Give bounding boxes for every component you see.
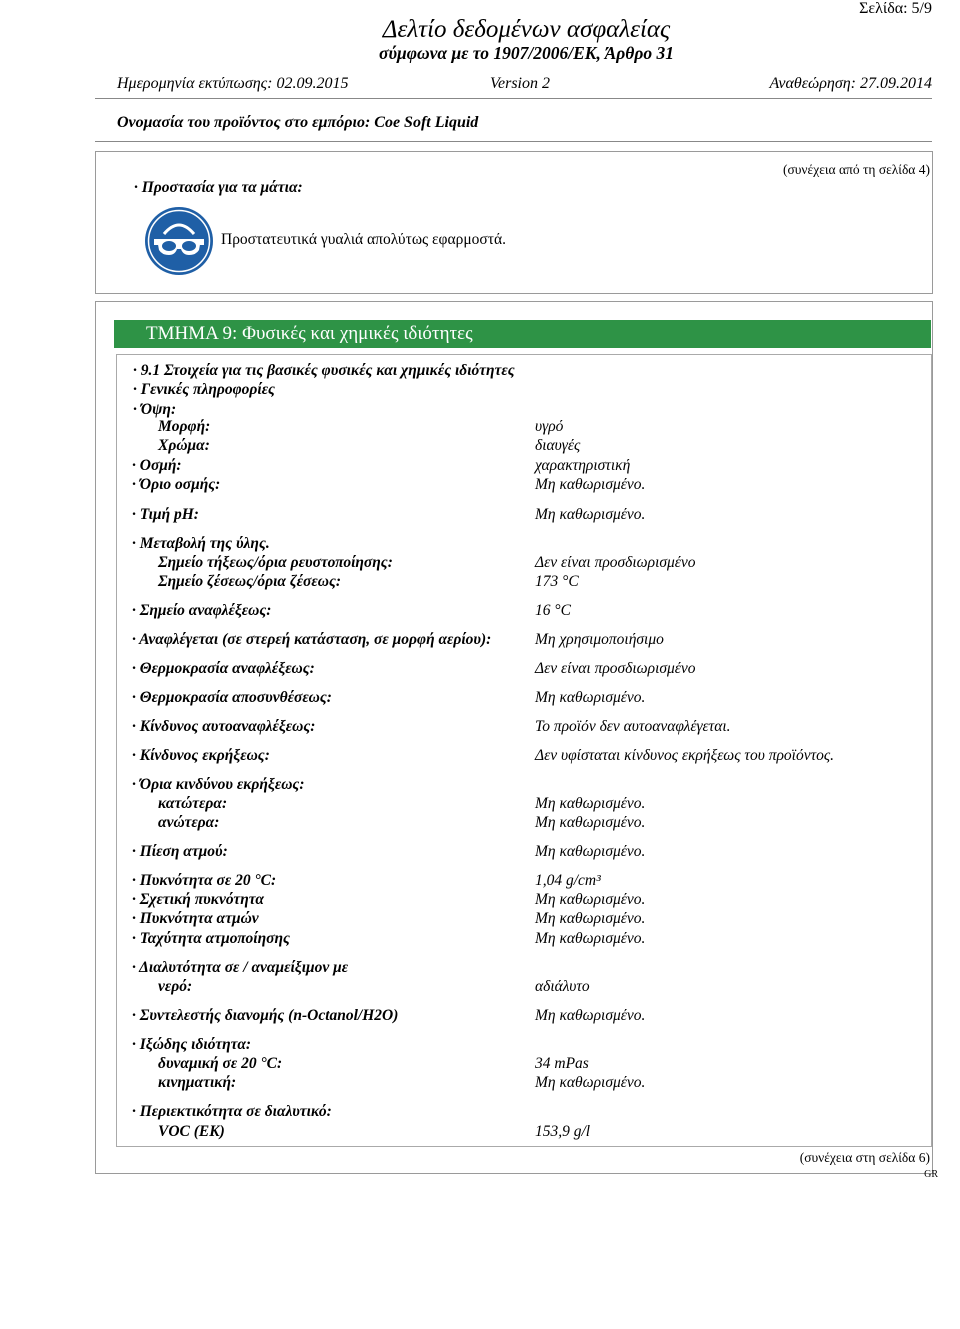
property-label: · Μεταβολή της ύλης. <box>132 535 270 552</box>
property-row <box>116 688 932 707</box>
property-label: · Όρια κινδύνου εκρήξεως: <box>132 776 305 793</box>
property-label: · Θερμοκρασία αποσυνθέσεως: <box>132 689 332 706</box>
property-row <box>116 909 932 928</box>
revision-date: Αναθεώρηση: 27.09.2014 <box>769 75 932 92</box>
property-label: ανώτερα: <box>158 814 220 831</box>
property-value: Μη καθωρισμένο. <box>535 930 646 947</box>
property-label: Σημείο ζέσεως/όρια ζέσεως: <box>158 573 342 590</box>
property-row <box>116 1054 932 1073</box>
property-row <box>116 659 932 678</box>
property-row <box>116 1073 932 1092</box>
version: Version 2 <box>490 75 550 92</box>
property-label: δυναμική σε 20 °C: <box>158 1055 283 1072</box>
property-label: κινηματική: <box>158 1074 237 1091</box>
property-row <box>116 717 932 736</box>
property-value: Δεν υφίσταται κίνδυνος εκρήξεως του προϊόντος. <box>535 747 835 764</box>
property-value: Δεν είναι προσδιωρισμένο <box>535 554 696 571</box>
property-row <box>116 572 932 591</box>
property-label: · Συντελεστής διανομής (n-Octanol/H2O) <box>132 1007 399 1024</box>
property-label: νερό: <box>158 978 193 995</box>
property-label: · Πίεση ατμού: <box>132 843 228 860</box>
property-row <box>116 505 932 524</box>
section9-heading: · 9.1 Στοιχεία για τις βασικές φυσικές και χημικές ιδιότητες <box>133 362 515 379</box>
property-value: Μη καθωρισμένο. <box>535 1007 646 1024</box>
property-value: Δεν είναι προσδιωρισμένο <box>535 660 696 677</box>
property-value: Το προϊόν δεν αυτοαναφλέγεται. <box>535 718 731 735</box>
property-row <box>116 871 932 890</box>
property-row <box>116 746 932 765</box>
property-value: 34 mPas <box>535 1055 589 1072</box>
property-label: · Ιξώδης ιδιότητα: <box>132 1036 252 1053</box>
property-row <box>116 417 932 436</box>
property-label: · Πυκνότητα ατμών <box>132 910 259 927</box>
property-value: Μη καθωρισμένο. <box>535 910 646 927</box>
property-label: · Διαλυτότητα σε / αναμείξιμον με <box>132 959 349 976</box>
property-row <box>116 775 932 794</box>
property-label: Χρώμα: <box>158 437 210 454</box>
property-row <box>116 1006 932 1025</box>
property-label: · Ταχύτητα ατμοποίησης <box>132 930 290 947</box>
product-name: Ονομασία του προϊόντος στο εμπόριο: Coe Soft Liquid <box>117 114 479 131</box>
property-row <box>116 553 932 572</box>
property-row <box>116 534 932 553</box>
property-value: 1,04 g/cm³ <box>535 872 601 889</box>
document-subtitle: σύμφωνα με το 1907/2006/ΕΚ, Άρθρο 31 <box>379 43 674 63</box>
general-info: · Γενικές πληροφορίες <box>133 381 275 398</box>
property-label: · Σχετική πυκνότητα <box>132 891 264 908</box>
property-value: Μη καθωρισμένο. <box>535 891 646 908</box>
property-row <box>116 977 932 996</box>
property-value: Μη καθωρισμένο. <box>535 814 646 831</box>
property-row <box>116 436 932 455</box>
property-label: · Τιμή pH: <box>132 506 199 523</box>
property-label: Σημείο τήξεως/όρια ρευστοποίησης: <box>158 554 393 571</box>
property-row <box>116 842 932 861</box>
property-value: αδιάλυτο <box>535 978 590 995</box>
eye-protection-label: · Προστασία για τα μάτια: <box>134 179 303 196</box>
property-list <box>116 0 932 1329</box>
property-row <box>116 630 932 649</box>
property-value: Μη καθωρισμένο. <box>535 476 646 493</box>
property-label: VOC (EK) <box>158 1123 225 1140</box>
property-row <box>116 1102 932 1121</box>
property-value: διαυγές <box>535 437 581 454</box>
property-value: Μη καθωρισμένο. <box>535 795 646 812</box>
property-value: Μη καθωρισμένο. <box>535 1074 646 1091</box>
property-row <box>116 890 932 909</box>
continued-to: (συνέχεια στη σελίδα 6) <box>799 1150 930 1165</box>
document-title: Δελτίο δεδομένων ασφαλείας <box>382 16 671 43</box>
property-label: Μορφή: <box>158 418 211 435</box>
property-row <box>116 813 932 832</box>
language-code: GR <box>924 1169 938 1180</box>
property-label: · Οσμή: <box>132 457 182 474</box>
property-value: υγρό <box>535 418 564 435</box>
property-label: · Όριο οσμής: <box>132 476 221 493</box>
property-value: 173 °C <box>535 573 579 590</box>
property-label: · Θερμοκρασία αναφλέξεως: <box>132 660 315 677</box>
property-label: · Πυκνότητα σε 20 °C: <box>132 872 277 889</box>
property-label: · Περιεκτικότητα σε διαλυτικό: <box>132 1103 332 1120</box>
property-value: Μη καθωρισμένο. <box>535 843 646 860</box>
property-row <box>116 456 932 475</box>
appearance-label: · Όψη: <box>133 401 177 418</box>
property-value: Μη καθωρισμένο. <box>535 506 646 523</box>
section9-title: ΤΜΗΜΑ 9: Φυσικές και χημικές ιδιότητες <box>146 323 473 344</box>
property-row <box>116 601 932 620</box>
property-row <box>116 1035 932 1054</box>
property-value: 16 °C <box>535 602 571 619</box>
property-label: · Κίνδυνος εκρήξεως: <box>132 747 270 764</box>
property-row <box>116 475 932 494</box>
property-value: 153,9 g/l <box>535 1123 591 1140</box>
property-label: · Σημείο αναφλέξεως: <box>132 602 272 619</box>
property-row <box>116 929 932 948</box>
property-label: · Κίνδυνος αυτοαναφλέξεως: <box>132 718 316 735</box>
eye-protection-text: Προστατευτικά γυαλιά απολύτως εφαρμοστά. <box>221 231 507 248</box>
property-value: χαρακτηριστική <box>535 457 631 474</box>
continued-from: (συνέχεια από τη σελίδα 4) <box>782 162 930 177</box>
property-row <box>116 794 932 813</box>
property-value: Μη χρησιμοποιήσιμο <box>535 631 664 648</box>
property-row <box>116 958 932 977</box>
property-value: Μη καθωρισμένο. <box>535 689 646 706</box>
page-number: Σελίδα: 5/9 <box>859 0 932 17</box>
property-row <box>116 1122 932 1141</box>
property-label: κατώτερα: <box>158 795 228 812</box>
property-label: · Αναφλέγεται (σε στερεή κατάσταση, σε μορφή αερίου): <box>132 631 492 648</box>
print-date: Ημερομηνία εκτύπωσης: 02.09.2015 <box>117 75 349 92</box>
